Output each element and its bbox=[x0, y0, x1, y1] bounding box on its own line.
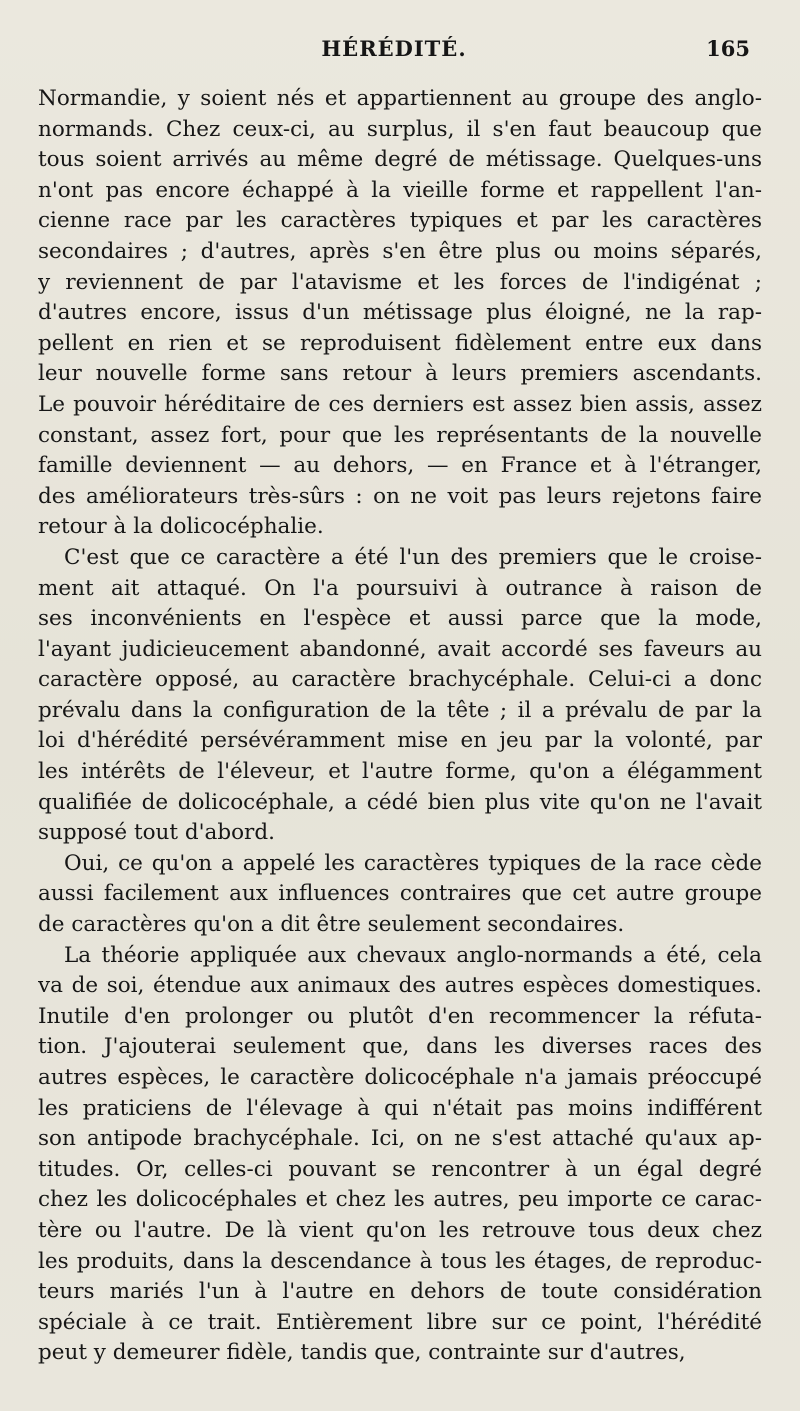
page-number: 165 bbox=[706, 36, 750, 61]
text-line: aussi facilement aux influences contraires que cet autre groupe bbox=[38, 881, 762, 907]
text-line: peut y demeurer fidèle, tandis que, contrainte sur d'autres, bbox=[38, 1340, 686, 1366]
text-line: C'est que ce caractère a été l'un des premiers que le croise- bbox=[64, 544, 762, 570]
text-line: l'ayant judicieucement abandonné, avait accordé ses faveurs au bbox=[38, 636, 762, 662]
text-line: tous soient arrivés au même degré de métissage. Quelques-uns bbox=[38, 147, 762, 173]
paragraph bbox=[38, 849, 762, 941]
text-line: son antipode brachycéphale. Ici, on ne s'est attaché qu'aux ap- bbox=[38, 1126, 762, 1152]
text-line: qualifiée de dolicocéphale, a cédé bien plus vite qu'on ne l'avait bbox=[38, 789, 762, 815]
text-line: Normandie, y soient nés et appartiennent au groupe des anglo- bbox=[38, 86, 762, 111]
text-line: n'ont pas encore échappé à la vieille forme et rappellent l'an- bbox=[38, 177, 762, 203]
text-line: de caractères qu'on a dit être seulement secondaires. bbox=[38, 912, 625, 938]
paragraph bbox=[38, 941, 762, 1369]
text-line: les intérêts de l'éleveur, et l'autre forme, qu'on a élégamment bbox=[38, 759, 762, 785]
text-line: tion. J'ajouterai seulement que, dans les diverses races des bbox=[38, 1034, 762, 1060]
text-line: spéciale à ce trait. Entièrement libre sur ce point, l'hérédité bbox=[38, 1309, 762, 1335]
text-line: d'autres encore, issus d'un métissage plus éloigné, ne la rap- bbox=[38, 300, 762, 326]
text-line: Oui, ce qu'on a appelé les caractères typiques de la race cède bbox=[64, 850, 762, 876]
text-line: normands. Chez ceux-ci, au surplus, il s'en faut beaucoup que bbox=[38, 116, 762, 142]
text-line: Inutile d'en prolonger ou plutôt d'en recommencer la réfuta- bbox=[38, 1003, 762, 1029]
text-line: pellent en rien et se reproduisent fidèlement entre eux dans bbox=[38, 330, 762, 356]
text-line: leur nouvelle forme sans retour à leurs premiers ascendants. bbox=[38, 361, 762, 387]
running-header bbox=[38, 33, 750, 65]
text-line: retour à la dolicocéphalie. bbox=[38, 514, 324, 540]
text-line: cienne race par les caractères typiques et par les caractères bbox=[38, 208, 762, 234]
text-line: les produits, dans la descendance à tous les étages, de reproduc- bbox=[38, 1248, 762, 1274]
text-line: les praticiens de l'élevage à qui n'était pas moins indifférent bbox=[38, 1095, 762, 1121]
text-line: La théorie appliquée aux chevaux anglo-normands a été, cela bbox=[64, 942, 762, 968]
running-title: HÉRÉDITÉ. bbox=[321, 36, 467, 61]
text-line: y reviennent de par l'atavisme et les forces de l'indigénat ; bbox=[38, 269, 762, 295]
body-text bbox=[38, 84, 762, 1369]
text-line: ses inconvénients en l'espèce et aussi parce que la mode, bbox=[38, 606, 762, 632]
text-line: secondaires ; d'autres, après s'en être plus ou moins séparés, bbox=[38, 238, 762, 264]
text-line: famille deviennent — au dehors, — en France et à l'étranger, bbox=[38, 453, 762, 479]
text-line: chez les dolicocéphales et chez les autres, peu importe ce carac- bbox=[38, 1187, 762, 1213]
text-line: autres espèces, le caractère dolicocéphale n'a jamais préoccupé bbox=[38, 1065, 762, 1090]
text-line: Le pouvoir héréditaire de ces derniers est assez bien assis, assez bbox=[38, 391, 762, 417]
text-line: caractère opposé, au caractère brachycéphale. Celui-ci a donc bbox=[38, 667, 762, 693]
paragraph bbox=[38, 543, 762, 849]
text-line: des améliorateurs très-sûrs : on ne voit pas leurs rejetons faire bbox=[38, 483, 762, 509]
text-line: titudes. Or, celles-ci pouvant se rencontrer à un égal degré bbox=[38, 1156, 762, 1182]
text-line: prévalu dans la configuration de la tête ; il a prévalu de par la bbox=[38, 697, 762, 723]
text-line: va de soi, étendue aux animaux des autres espèces domestiques. bbox=[38, 973, 762, 999]
text-line: constant, assez fort, pour que les représentants de la nouvelle bbox=[38, 422, 762, 448]
paragraph bbox=[38, 84, 762, 543]
text-line: loi d'hérédité persévéramment mise en jeu par la volonté, par bbox=[38, 728, 762, 754]
text-line: teurs mariés l'un à l'autre en dehors de toute considération bbox=[38, 1279, 762, 1305]
text-line: tère ou l'autre. De là vient qu'on les retrouve tous deux chez bbox=[38, 1217, 762, 1243]
text-line: ment ait attaqué. On l'a poursuivi à outrance à raison de bbox=[38, 575, 762, 601]
text-line: supposé tout d'abord. bbox=[38, 820, 275, 846]
